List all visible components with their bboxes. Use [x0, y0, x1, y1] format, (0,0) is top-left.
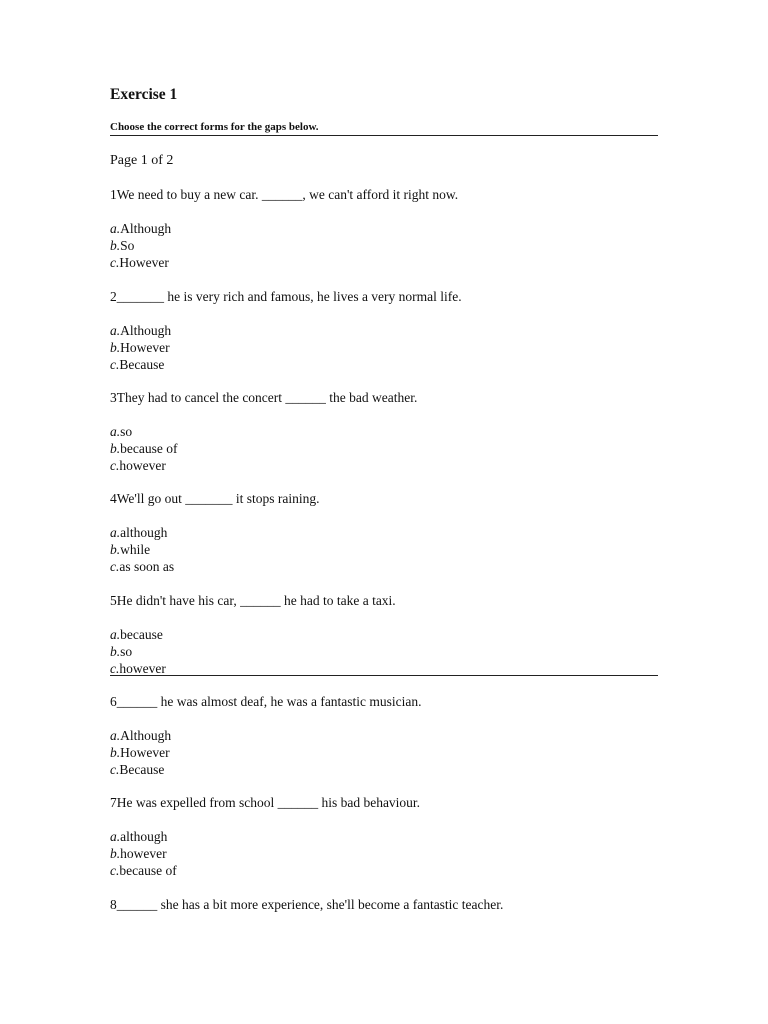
- option-label: however: [120, 846, 167, 861]
- answer-options: [110, 322, 658, 373]
- option-letter: c.: [110, 863, 120, 878]
- option-letter: b.: [110, 644, 121, 659]
- answer-option-c[interactable]: [110, 761, 658, 778]
- option-label: while: [120, 542, 151, 557]
- answer-option-c[interactable]: [110, 254, 658, 271]
- option-label: so: [120, 644, 133, 659]
- option-letter: c.: [110, 255, 120, 270]
- question-number: 7: [110, 795, 117, 810]
- question-prompt: _______ he is very rich and famous, he lives a very normal life.: [116, 289, 462, 304]
- question-number: 5: [110, 593, 117, 608]
- answer-option-c[interactable]: [110, 558, 658, 575]
- option-label: However: [119, 255, 169, 270]
- option-letter: b.: [110, 846, 121, 861]
- answer-options: [110, 828, 658, 879]
- question-text: [110, 288, 658, 305]
- question-6: [110, 693, 658, 778]
- option-label: Although: [120, 221, 172, 236]
- option-letter: a.: [110, 627, 121, 642]
- answer-options: [110, 626, 658, 677]
- question-prompt: He didn't have his car, ______ he had to take a taxi.: [116, 593, 396, 608]
- question-7: [110, 794, 658, 879]
- answer-option-c[interactable]: [110, 457, 658, 474]
- option-label: Although: [120, 728, 172, 743]
- option-label: although: [120, 829, 168, 844]
- option-letter: c.: [110, 458, 120, 473]
- option-letter: a.: [110, 424, 121, 439]
- question-text: [110, 896, 658, 913]
- option-label: however: [119, 458, 166, 473]
- option-letter: c.: [110, 661, 120, 676]
- option-label: Because: [119, 357, 165, 372]
- option-label: as soon as: [119, 559, 175, 574]
- option-label: however: [119, 661, 166, 676]
- answer-options: [110, 727, 658, 778]
- question-prompt: ______ she has a bit more experience, she'll become a fantastic teacher.: [116, 897, 504, 912]
- option-letter: c.: [110, 357, 120, 372]
- answer-option-c[interactable]: [110, 862, 658, 879]
- option-label: However: [120, 745, 170, 760]
- question-number: 6: [110, 694, 117, 709]
- answer-option-b[interactable]: [110, 339, 658, 356]
- question-text: [110, 389, 658, 406]
- option-letter: b.: [110, 340, 121, 355]
- question-prompt: They had to cancel the concert ______ the bad weather.: [116, 390, 418, 405]
- option-letter: c.: [110, 559, 120, 574]
- option-letter: c.: [110, 762, 120, 777]
- option-label: Because: [119, 762, 165, 777]
- exercise-title: Exercise 1: [110, 86, 178, 103]
- answer-option-b[interactable]: [110, 237, 658, 254]
- question-1: [110, 186, 658, 271]
- option-letter: b.: [110, 441, 121, 456]
- option-letter: b.: [110, 238, 121, 253]
- option-label: so: [120, 424, 133, 439]
- question-prompt: ______ he was almost deaf, he was a fantastic musician.: [116, 694, 422, 709]
- question-3: [110, 389, 658, 474]
- question-5: [110, 592, 658, 677]
- answer-option-a[interactable]: [110, 626, 658, 643]
- answer-option-a[interactable]: [110, 524, 658, 541]
- question-text: [110, 592, 658, 609]
- question-prompt: We need to buy a new car. ______, we can't afford it right now.: [116, 187, 459, 202]
- option-label: So: [120, 238, 135, 253]
- answer-option-b[interactable]: [110, 845, 658, 862]
- option-label: because: [120, 627, 163, 642]
- option-label: However: [120, 340, 170, 355]
- answer-option-a[interactable]: [110, 727, 658, 744]
- question-prompt: We'll go out _______ it stops raining.: [116, 491, 320, 506]
- option-letter: a.: [110, 525, 121, 540]
- question-number: 3: [110, 390, 117, 405]
- answer-options: [110, 524, 658, 575]
- exercise-instructions: Choose the correct forms for the gaps below.: [110, 121, 658, 136]
- question-4: [110, 490, 658, 575]
- option-letter: a.: [110, 323, 121, 338]
- question-8: [110, 896, 658, 913]
- answer-options: [110, 220, 658, 271]
- answer-option-a[interactable]: [110, 220, 658, 237]
- answer-option-a[interactable]: [110, 423, 658, 440]
- page-divider: [110, 675, 658, 676]
- question-2: [110, 288, 658, 373]
- answer-option-a[interactable]: [110, 322, 658, 339]
- option-label: although: [120, 525, 168, 540]
- question-text: [110, 794, 658, 811]
- question-text: [110, 490, 658, 507]
- option-letter: a.: [110, 221, 121, 236]
- page-indicator: Page 1 of 2: [110, 153, 174, 168]
- question-text: [110, 186, 658, 203]
- option-letter: a.: [110, 829, 121, 844]
- question-number: 1: [110, 187, 117, 202]
- option-letter: b.: [110, 542, 121, 557]
- question-number: 4: [110, 491, 117, 506]
- question-text: [110, 693, 658, 710]
- answer-options: [110, 423, 658, 474]
- answer-option-b[interactable]: [110, 744, 658, 761]
- question-number: 8: [110, 897, 117, 912]
- answer-option-b[interactable]: [110, 541, 658, 558]
- answer-option-b[interactable]: [110, 440, 658, 457]
- answer-option-b[interactable]: [110, 643, 658, 660]
- answer-option-c[interactable]: [110, 356, 658, 373]
- answer-option-a[interactable]: [110, 828, 658, 845]
- option-label: because of: [119, 863, 177, 878]
- option-letter: a.: [110, 728, 121, 743]
- question-prompt: He was expelled from school ______ his bad behaviour.: [116, 795, 421, 810]
- question-number: 2: [110, 289, 117, 304]
- option-letter: b.: [110, 745, 121, 760]
- option-label: Although: [120, 323, 172, 338]
- option-label: because of: [120, 441, 178, 456]
